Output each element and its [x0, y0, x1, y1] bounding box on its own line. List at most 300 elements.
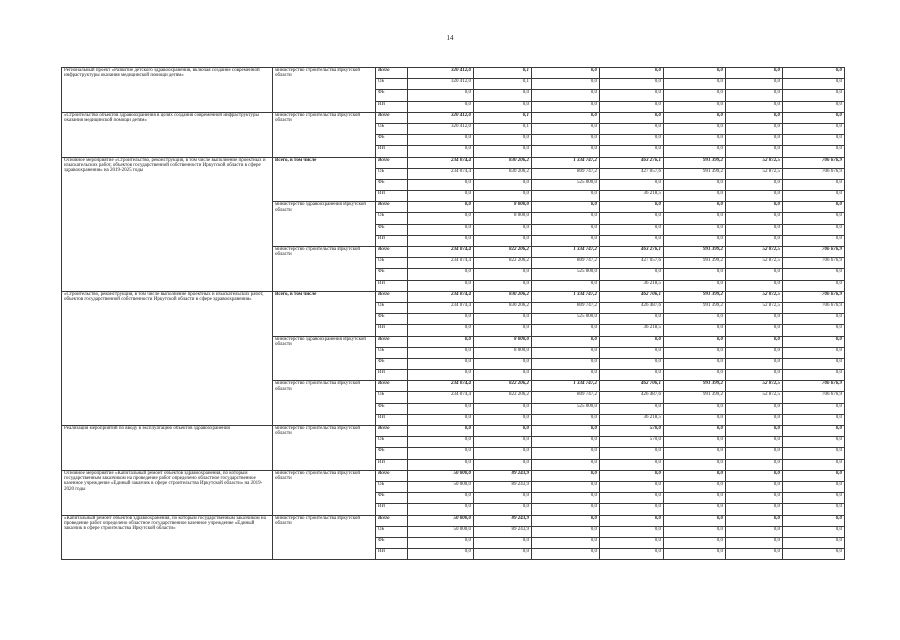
year-value-6: 0,0: [726, 426, 783, 437]
year-value-6: 0,0: [726, 437, 783, 448]
year-value-2: 0,0: [474, 325, 532, 336]
year-value-7: 0,0: [783, 537, 845, 548]
year-value-4: 0,0: [600, 537, 664, 548]
year-value-3: 0,0: [532, 191, 600, 202]
year-value-2: 0,0: [474, 459, 532, 470]
year-value-5: 0,0: [664, 79, 726, 90]
year-value-6: 0,0: [726, 314, 783, 325]
year-value-3: 809 747,2: [532, 168, 600, 179]
year-value-1: 0,0: [408, 448, 474, 459]
year-value-6: 0,0: [726, 549, 783, 560]
responsible-executor: министерство здравоохранения Иркутской области: [273, 336, 376, 381]
year-value-7: 0,0: [783, 213, 845, 224]
activity-name: Региональный проект «Развитие детского здравоохранения, включая создание современной инфраструктуры оказания медицинской помощи детям»: [62, 68, 273, 113]
year-value-4: 0,0: [600, 493, 664, 504]
year-value-1: 0,0: [408, 325, 474, 336]
year-value-7: 0,0: [783, 146, 845, 157]
year-value-5: 0,0: [664, 202, 726, 213]
year-value-3: 0,0: [532, 448, 600, 459]
year-value-6: 0,0: [726, 493, 783, 504]
year-value-2: 0,0: [474, 493, 532, 504]
table-row: [62, 470, 845, 481]
year-value-6: 52 872,5: [726, 302, 783, 313]
year-value-2: 0,0: [474, 403, 532, 414]
year-value-1: 0,0: [408, 370, 474, 381]
year-value-7: 0,0: [783, 470, 845, 481]
year-value-5: 0,0: [664, 224, 726, 235]
year-value-6: 0,0: [726, 191, 783, 202]
funding-source: ИИ: [376, 549, 408, 560]
year-value-6: 0,0: [726, 336, 783, 347]
year-value-2: 0,0: [474, 191, 532, 202]
year-value-4: 427 057,6: [600, 258, 664, 269]
year-value-5: 991 399,2: [664, 302, 726, 313]
year-value-4: 0,0: [600, 179, 664, 190]
responsible-executor: Всего, в том числе: [273, 157, 376, 202]
responsible-executor: министерство строительства Иркутской области: [273, 426, 376, 471]
year-value-4: 0,0: [600, 269, 664, 280]
year-value-1: 0,0: [408, 437, 474, 448]
year-value-4: 0,0: [600, 213, 664, 224]
year-value-4: 426 487,6: [600, 392, 664, 403]
year-value-1: 234 074,4: [408, 247, 474, 258]
year-value-7: 0,0: [783, 101, 845, 112]
year-value-4: 0,0: [600, 123, 664, 134]
year-value-5: 0,0: [664, 515, 726, 526]
year-value-3: 0,0: [532, 213, 600, 224]
funding-source: ИИ: [376, 101, 408, 112]
year-value-1: 0,0: [408, 537, 474, 548]
year-value-2: 0,1: [474, 123, 532, 134]
year-value-2: 0,0: [474, 358, 532, 369]
funding-source: ИИ: [376, 459, 408, 470]
year-value-7: 0,0: [783, 414, 845, 425]
year-value-4: 36 218,5: [600, 325, 664, 336]
year-value-1: 0,0: [408, 314, 474, 325]
page-number: 14: [446, 34, 454, 42]
year-value-6: 0,0: [726, 235, 783, 246]
responsible-executor: министерство строительства Иркутской области: [273, 381, 376, 426]
year-value-4: 36 218,5: [600, 280, 664, 291]
funding-source: Всего: [376, 426, 408, 437]
table-row: [62, 515, 845, 526]
year-value-3: 0,0: [532, 280, 600, 291]
year-value-7: 0,0: [783, 179, 845, 190]
funding-source: ОБ: [376, 437, 408, 448]
year-value-3: 809 747,2: [532, 302, 600, 313]
year-value-6: 0,0: [726, 325, 783, 336]
year-value-3: 0,0: [532, 470, 600, 481]
year-value-6: 52 872,5: [726, 168, 783, 179]
year-value-1: 0,0: [408, 280, 474, 291]
year-value-6: 0,0: [726, 347, 783, 358]
funding-source: Всего: [376, 336, 408, 347]
year-value-1: 50 000,0: [408, 515, 474, 526]
year-value-4: 0,0: [600, 549, 664, 560]
year-value-2: 0,1: [474, 112, 532, 123]
year-value-5: 0,0: [664, 314, 726, 325]
year-value-6: 52 872,5: [726, 258, 783, 269]
year-value-1: 0,0: [408, 191, 474, 202]
year-value-4: 0,0: [600, 481, 664, 492]
year-value-1: 234 074,4: [408, 381, 474, 392]
year-value-4: 0,0: [600, 146, 664, 157]
responsible-executor: министерство здравоохранения Иркутской области: [273, 202, 376, 247]
year-value-1: 50 000,0: [408, 526, 474, 537]
year-value-5: 0,0: [664, 426, 726, 437]
year-value-1: 0,0: [408, 426, 474, 437]
year-value-5: 0,0: [664, 358, 726, 369]
year-value-3: 0,0: [532, 224, 600, 235]
year-value-5: 0,0: [664, 135, 726, 146]
year-value-7: 0,0: [783, 448, 845, 459]
year-value-3: 0,0: [532, 347, 600, 358]
activity-name: Реализация мероприятий по вводу в эксплуатацию объектов здравоохранения: [62, 426, 273, 471]
year-value-6: 0,0: [726, 179, 783, 190]
funding-source: ФБ: [376, 135, 408, 146]
year-value-6: 0,0: [726, 202, 783, 213]
year-value-3: 0,0: [532, 235, 600, 246]
funding-source: ИИ: [376, 280, 408, 291]
year-value-1: 0,0: [408, 493, 474, 504]
year-value-2: 8 000,0: [474, 336, 532, 347]
funding-source: ФБ: [376, 90, 408, 101]
year-value-4: 462 706,1: [600, 381, 664, 392]
funding-source: ОБ: [376, 79, 408, 90]
year-value-3: 0,0: [532, 526, 600, 537]
year-value-5: 0,0: [664, 280, 726, 291]
year-value-3: 1 334 747,2: [532, 291, 600, 302]
table-row: [62, 68, 845, 79]
year-value-3: 0,0: [532, 358, 600, 369]
budget-table: [61, 67, 845, 560]
year-value-3: 0,0: [532, 549, 600, 560]
year-value-5: 0,0: [664, 101, 726, 112]
year-value-4: 36 218,5: [600, 414, 664, 425]
activity-name: Основное мероприятие «Капитальный ремонт объектов здравоохранения, по которым государственным заказчиком на проведение работ определено областное государственное казенное учреждение «Единый заказчик в сфере строительства Иркутской области» на 2019-2020 годы: [62, 470, 273, 515]
year-value-6: 0,0: [726, 370, 783, 381]
year-value-7: 0,0: [783, 347, 845, 358]
year-value-2: 0,1: [474, 68, 532, 79]
funding-source: ФБ: [376, 358, 408, 369]
year-value-2: 0,0: [474, 235, 532, 246]
year-value-2: 0,0: [474, 370, 532, 381]
activity-name: «Капитальный ремонт объектов здравоохранения, по которым государственным заказчиком на проведение работ определено областное государственное казенное учреждение «Единый заказчик в сфере строительства Иркутской области»: [62, 515, 273, 560]
year-value-4: 0,0: [600, 336, 664, 347]
funding-source: ОБ: [376, 347, 408, 358]
year-value-4: 0,0: [600, 101, 664, 112]
year-value-2: 0,0: [474, 549, 532, 560]
year-value-5: 0,0: [664, 414, 726, 425]
year-value-1: 50 000,0: [408, 481, 474, 492]
activity-name: Основное мероприятие «Строительство, реконструкция, в том числе выполнение проектных и изыскательских работ, объектов государственной собственности Иркутской области в сфере здравоохранения» на 2019-2025 годы: [62, 157, 273, 291]
year-value-3: 809 747,2: [532, 392, 600, 403]
year-value-6: 0,0: [726, 515, 783, 526]
year-value-7: 706 676,9: [783, 302, 845, 313]
year-value-7: 0,0: [783, 112, 845, 123]
year-value-2: 830 206,2: [474, 291, 532, 302]
funding-source: Всего: [376, 202, 408, 213]
year-value-2: 830 206,2: [474, 302, 532, 313]
year-value-2: 0,1: [474, 79, 532, 90]
year-value-4: 427 057,6: [600, 168, 664, 179]
funding-source: ФБ: [376, 269, 408, 280]
year-value-6: 0,0: [726, 504, 783, 515]
responsible-executor: министерство строительства Иркутской области: [273, 247, 376, 292]
activity-name: «Строительство, реконструкция, в том числе выполнение проектных и изыскательских работ, объектов государственной собственности Иркутской области в сфере здравоохранения»: [62, 291, 273, 425]
year-value-5: 0,0: [664, 68, 726, 79]
year-value-7: 0,0: [783, 481, 845, 492]
year-value-2: 8 000,0: [474, 202, 532, 213]
year-value-7: 0,0: [783, 325, 845, 336]
year-value-7: 0,0: [783, 224, 845, 235]
year-value-5: 0,0: [664, 504, 726, 515]
year-value-3: 525 000,0: [532, 269, 600, 280]
year-value-5: 0,0: [664, 493, 726, 504]
year-value-3: 0,0: [532, 135, 600, 146]
year-value-2: 0,0: [474, 426, 532, 437]
funding-source: ФБ: [376, 448, 408, 459]
year-value-5: 991 399,2: [664, 381, 726, 392]
funding-source: Всего: [376, 381, 408, 392]
year-value-6: 0,0: [726, 269, 783, 280]
year-value-1: 320 412,0: [408, 123, 474, 134]
year-value-1: 0,0: [408, 459, 474, 470]
year-value-7: 0,0: [783, 426, 845, 437]
year-value-4: 570,0: [600, 426, 664, 437]
year-value-3: 0,0: [532, 437, 600, 448]
year-value-6: 0,0: [726, 90, 783, 101]
year-value-3: 809 747,2: [532, 258, 600, 269]
year-value-3: 0,0: [532, 68, 600, 79]
year-value-1: 234 074,4: [408, 168, 474, 179]
year-value-1: 0,0: [408, 403, 474, 414]
year-value-5: 0,0: [664, 403, 726, 414]
year-value-1: 234 074,4: [408, 392, 474, 403]
year-value-3: 0,0: [532, 481, 600, 492]
year-value-1: 0,0: [408, 90, 474, 101]
year-value-4: 0,0: [600, 370, 664, 381]
year-value-2: 822 206,2: [474, 392, 532, 403]
year-value-2: 822 206,2: [474, 247, 532, 258]
year-value-2: 89 243,9: [474, 481, 532, 492]
year-value-7: 0,0: [783, 235, 845, 246]
year-value-1: 0,0: [408, 549, 474, 560]
year-value-4: 463 276,1: [600, 247, 664, 258]
year-value-5: 0,0: [664, 336, 726, 347]
year-value-4: 0,0: [600, 235, 664, 246]
year-value-1: 320 412,0: [408, 68, 474, 79]
year-value-1: 0,0: [408, 336, 474, 347]
table-row: [62, 112, 845, 123]
year-value-5: 0,0: [664, 448, 726, 459]
year-value-4: 0,0: [600, 202, 664, 213]
year-value-7: 706 676,9: [783, 392, 845, 403]
funding-source: ОБ: [376, 392, 408, 403]
year-value-1: 0,0: [408, 504, 474, 515]
year-value-6: 0,0: [726, 526, 783, 537]
year-value-5: 991 399,2: [664, 157, 726, 168]
year-value-3: 0,0: [532, 493, 600, 504]
year-value-5: 0,0: [664, 370, 726, 381]
year-value-6: 0,0: [726, 470, 783, 481]
year-value-4: 0,0: [600, 358, 664, 369]
year-value-5: 0,0: [664, 537, 726, 548]
year-value-6: 0,0: [726, 403, 783, 414]
funding-source: ФБ: [376, 314, 408, 325]
year-value-7: 706 676,9: [783, 381, 845, 392]
year-value-4: 463 276,1: [600, 157, 664, 168]
year-value-6: 0,0: [726, 414, 783, 425]
year-value-3: 525 000,0: [532, 314, 600, 325]
year-value-7: 706 676,9: [783, 258, 845, 269]
year-value-1: 0,0: [408, 358, 474, 369]
year-value-3: 1 334 747,2: [532, 381, 600, 392]
year-value-6: 0,0: [726, 135, 783, 146]
year-value-4: 462 706,1: [600, 291, 664, 302]
funding-source: Всего: [376, 157, 408, 168]
year-value-2: 0,0: [474, 135, 532, 146]
year-value-2: 830 206,2: [474, 157, 532, 168]
year-value-3: 0,0: [532, 90, 600, 101]
year-value-2: 0,0: [474, 437, 532, 448]
year-value-7: 0,0: [783, 526, 845, 537]
year-value-4: 0,0: [600, 515, 664, 526]
year-value-5: 991 399,2: [664, 392, 726, 403]
year-value-3: 0,0: [532, 146, 600, 157]
year-value-5: 991 399,2: [664, 168, 726, 179]
year-value-5: 0,0: [664, 549, 726, 560]
year-value-7: 0,0: [783, 135, 845, 146]
year-value-4: 0,0: [600, 112, 664, 123]
year-value-2: 0,0: [474, 280, 532, 291]
funding-source: Всего: [376, 470, 408, 481]
responsible-executor: министерство строительства Иркутской области: [273, 68, 376, 113]
year-value-7: 0,0: [783, 79, 845, 90]
funding-source: Всего: [376, 247, 408, 258]
year-value-5: 0,0: [664, 213, 726, 224]
funding-source: ФБ: [376, 179, 408, 190]
year-value-3: 1 334 747,2: [532, 247, 600, 258]
year-value-1: 0,0: [408, 146, 474, 157]
table-row: [62, 291, 845, 302]
year-value-2: 830 206,2: [474, 168, 532, 179]
year-value-2: 0,0: [474, 146, 532, 157]
funding-source: ОБ: [376, 302, 408, 313]
funding-source: Всего: [376, 112, 408, 123]
year-value-2: 0,0: [474, 179, 532, 190]
year-value-1: 0,0: [408, 135, 474, 146]
year-value-3: 0,0: [532, 123, 600, 134]
year-value-2: 0,0: [474, 537, 532, 548]
year-value-6: 52 872,5: [726, 291, 783, 302]
year-value-1: 234 074,4: [408, 258, 474, 269]
responsible-executor: Всего, в том числе: [273, 291, 376, 336]
year-value-5: 991 399,2: [664, 258, 726, 269]
year-value-2: 0,0: [474, 314, 532, 325]
funding-source: ФБ: [376, 493, 408, 504]
year-value-3: 525 000,0: [532, 179, 600, 190]
year-value-6: 0,0: [726, 537, 783, 548]
year-value-4: 0,0: [600, 68, 664, 79]
year-value-1: 0,0: [408, 414, 474, 425]
year-value-7: 0,0: [783, 336, 845, 347]
year-value-7: 0,0: [783, 403, 845, 414]
year-value-2: 89 243,9: [474, 526, 532, 537]
year-value-5: 0,0: [664, 90, 726, 101]
year-value-5: 0,0: [664, 437, 726, 448]
year-value-6: 0,0: [726, 459, 783, 470]
funding-source: Всего: [376, 291, 408, 302]
year-value-5: 0,0: [664, 470, 726, 481]
year-value-7: 0,0: [783, 280, 845, 291]
year-value-2: 89 243,9: [474, 515, 532, 526]
year-value-6: 0,0: [726, 280, 783, 291]
year-value-4: 0,0: [600, 90, 664, 101]
year-value-6: 0,0: [726, 448, 783, 459]
year-value-5: 0,0: [664, 526, 726, 537]
year-value-5: 0,0: [664, 325, 726, 336]
year-value-7: 706 676,9: [783, 168, 845, 179]
year-value-1: 320 412,0: [408, 79, 474, 90]
year-value-2: 8 000,0: [474, 347, 532, 358]
year-value-1: 0,0: [408, 235, 474, 246]
year-value-2: 0,0: [474, 448, 532, 459]
year-value-7: 0,0: [783, 437, 845, 448]
year-value-7: 0,0: [783, 68, 845, 79]
funding-source: ОБ: [376, 526, 408, 537]
year-value-1: 234 074,4: [408, 291, 474, 302]
year-value-4: 36 218,5: [600, 191, 664, 202]
responsible-executor: министерство строительства Иркутской области: [273, 515, 376, 560]
year-value-6: 0,0: [726, 146, 783, 157]
responsible-executor: министерство строительства Иркутской области: [273, 470, 376, 515]
year-value-4: 426 487,6: [600, 302, 664, 313]
year-value-4: 0,0: [600, 135, 664, 146]
year-value-2: 0,0: [474, 101, 532, 112]
year-value-7: 0,0: [783, 504, 845, 515]
year-value-7: 0,0: [783, 358, 845, 369]
year-value-7: 0,0: [783, 549, 845, 560]
year-value-3: 0,0: [532, 79, 600, 90]
year-value-6: 52 872,5: [726, 247, 783, 258]
year-value-3: 0,0: [532, 426, 600, 437]
year-value-3: 0,0: [532, 370, 600, 381]
funding-source: ИИ: [376, 504, 408, 515]
year-value-7: 706 676,9: [783, 291, 845, 302]
funding-source: ОБ: [376, 123, 408, 134]
year-value-6: 0,0: [726, 101, 783, 112]
year-value-4: 0,0: [600, 470, 664, 481]
year-value-7: 0,0: [783, 370, 845, 381]
year-value-1: 320 412,0: [408, 112, 474, 123]
year-value-7: 0,0: [783, 459, 845, 470]
funding-source: ИИ: [376, 191, 408, 202]
year-value-2: 89 243,9: [474, 470, 532, 481]
funding-source: ОБ: [376, 258, 408, 269]
year-value-1: 50 000,0: [408, 470, 474, 481]
year-value-4: 0,0: [600, 314, 664, 325]
year-value-6: 0,0: [726, 213, 783, 224]
year-value-7: 0,0: [783, 493, 845, 504]
year-value-3: 0,0: [532, 101, 600, 112]
funding-source: ОБ: [376, 168, 408, 179]
year-value-3: 0,0: [532, 112, 600, 123]
funding-source: ИИ: [376, 146, 408, 157]
year-value-4: 570,0: [600, 437, 664, 448]
year-value-2: 822 206,2: [474, 258, 532, 269]
year-value-2: 8 000,0: [474, 213, 532, 224]
